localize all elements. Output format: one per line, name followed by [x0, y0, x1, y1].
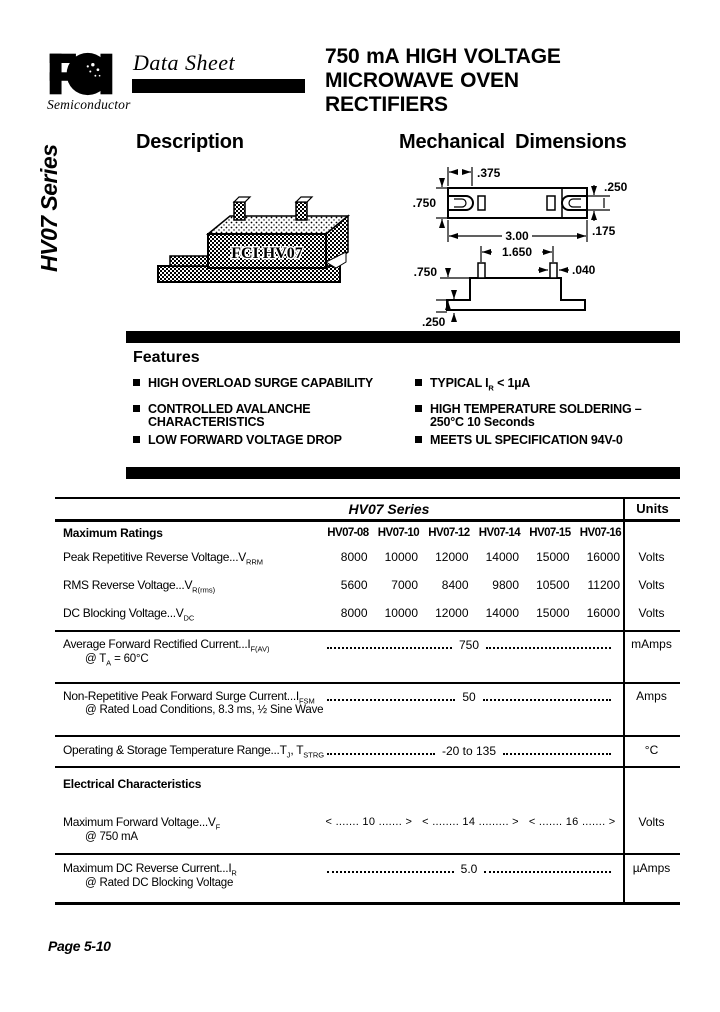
- dim-pin-width: .040: [572, 263, 596, 277]
- fci-logo-icon: [48, 50, 114, 98]
- unit-cell: °C: [644, 743, 659, 757]
- feature-item: [415, 377, 530, 395]
- feature-text: HIGH OVERLOAD SURGE CAPABILITY: [148, 376, 374, 390]
- dim-slot-height: .250: [604, 180, 628, 194]
- table-border-bottom: [55, 902, 680, 905]
- package-label: FCI HV07: [231, 245, 303, 262]
- row-label: Operating & Storage Temperature $Range...T_J$, $T_{STRG}$: [63, 743, 325, 760]
- bullet-square-icon: [415, 436, 422, 443]
- col-header: HV07-12: [428, 527, 470, 539]
- dim-top-width: .375: [477, 166, 501, 180]
- feature-item: [133, 403, 363, 429]
- col-header: HV07-10: [377, 527, 419, 539]
- series-vertical-label: HV07 Series: [36, 144, 62, 272]
- dim-pin-spacing: 1.650: [501, 245, 533, 259]
- bullet-square-icon: [415, 379, 422, 386]
- feature-text: MEETS UL SPECIFICATION 94V-0: [430, 433, 623, 447]
- title-line: MICROWAVE OVEN: [325, 69, 519, 92]
- row-label: Maximum Forward $Voltage...V_F$: [63, 815, 221, 832]
- bullet-square-icon: [133, 405, 140, 412]
- section-separator: [55, 766, 680, 768]
- feature-item: [415, 434, 623, 447]
- row-value: 5.0: [320, 862, 618, 876]
- row-value-ranges: < ....... 10 ....... > < ........ 14 ......... > < ....... 16 ....... >: [325, 816, 616, 828]
- row-values: 8000 10000 12000 14000 15000 16000: [340, 606, 620, 620]
- row-label: Average Forward Rectified $Current...I_{F(AV)}$: [63, 637, 270, 654]
- datasheet-bar: [132, 79, 305, 93]
- leader-line: [486, 641, 611, 650]
- unit-cell: mAmps: [631, 637, 672, 651]
- features-heading: Features: [133, 349, 200, 366]
- doc-title: [325, 45, 561, 117]
- features-divider-bottom: [126, 467, 680, 479]
- dim-side-height: .750: [413, 265, 437, 279]
- row-values: 5600 7000 8400 9800 10500 11200: [340, 578, 620, 592]
- unit-cell: Volts: [638, 606, 665, 620]
- feature-item: [133, 434, 342, 447]
- row-condition: @ $T_A = 60^\circ C$: [85, 653, 149, 668]
- leader-line: [503, 747, 611, 756]
- features-divider-top: [126, 331, 680, 343]
- leader-line: [327, 747, 435, 756]
- row-value: 50: [320, 690, 618, 704]
- dim-overall-length: 3.00: [505, 229, 529, 243]
- row-separator: [55, 630, 680, 632]
- units-header: Units: [636, 501, 669, 516]
- page-footer: Page 5-10: [48, 938, 111, 954]
- row-condition: @ 750 mA: [85, 831, 138, 843]
- feature-item: [415, 403, 642, 429]
- feature-text: LOW FORWARD VOLTAGE DROP: [148, 433, 342, 447]
- row-separator: [55, 853, 680, 855]
- row-value: 750: [320, 638, 618, 652]
- table-header-rule: [55, 519, 680, 522]
- part-number-columns: [320, 527, 623, 539]
- feature-text: TYPICAL $I_R < 1\mu A$: [430, 376, 531, 393]
- row-label: RMS Reverse $Voltage...V_{R(rms)}$: [63, 578, 216, 595]
- dim-base-height: .250: [422, 315, 446, 329]
- col-header: HV07-14: [478, 527, 520, 539]
- leader-line: [327, 693, 455, 702]
- title-line: 750 mA HIGH VOLTAGE: [325, 45, 561, 68]
- col-header: HV07-15: [529, 527, 571, 539]
- col-header: HV07-16: [579, 527, 621, 539]
- unit-cell: Amps: [636, 689, 667, 703]
- row-value: -20 to 135: [320, 744, 618, 758]
- bullet-square-icon: [415, 405, 422, 412]
- datasheet-label: Data Sheet: [133, 50, 236, 75]
- feature-text: HIGH TEMPERATURE SOLDERING – 250°C 10 Seconds: [430, 402, 642, 429]
- row-separator: [55, 735, 680, 737]
- row-condition: @ Rated DC Blocking Voltage: [85, 877, 234, 889]
- leader-line: [483, 693, 611, 702]
- leader-line: [327, 865, 454, 874]
- row-label: Non-Repetitive Peak Forward Surge $Current...I_{FSM}$: [63, 689, 315, 706]
- feature-text: CONTROLLED AVALANCHE CHARACTERISTICS: [148, 402, 311, 429]
- logo-subtitle: Semiconductor: [47, 97, 131, 112]
- specs-table: [55, 497, 680, 908]
- elec-characteristics-title: Electrical Characteristics: [63, 777, 202, 791]
- row-label: DC Blocking $Voltage...V_{DC}$: [63, 606, 195, 623]
- bullet-square-icon: [133, 436, 140, 443]
- title-line: RECTIFIERS: [325, 93, 448, 116]
- table-series-header: HV07 Series: [348, 501, 430, 517]
- leader-line: [484, 865, 611, 874]
- features-list: [133, 377, 681, 457]
- feature-item: [133, 377, 373, 390]
- unit-cell: µAmps: [632, 861, 671, 875]
- max-ratings-title: Maximum Ratings: [63, 526, 163, 540]
- leader-line: [327, 641, 452, 650]
- unit-cell: Volts: [638, 550, 665, 564]
- mechanical-heading: Mechanical Dimensions: [399, 131, 627, 153]
- package-illustration: [150, 196, 350, 288]
- row-label: Maximum DC Reverse $Current...I_R$: [63, 861, 237, 878]
- col-header: HV07-08: [327, 527, 369, 539]
- row-label: Peak Repetitive Reverse $Voltage...V_{RRM}$: [63, 550, 264, 567]
- unit-cell: Volts: [638, 578, 665, 592]
- table-border-top: [55, 497, 680, 499]
- row-condition: @ Rated Load Conditions, 8.3 ms, ½ Sine Wave: [85, 704, 324, 716]
- mechanical-drawing: [392, 162, 702, 332]
- row-values: 8000 10000 12000 14000 15000 16000: [340, 550, 620, 564]
- dim-top-height: .750: [412, 196, 436, 210]
- unit-cell: Volts: [638, 815, 665, 829]
- description-heading: Description: [136, 131, 244, 153]
- row-separator: [55, 682, 680, 684]
- dim-offset: .175: [592, 224, 616, 238]
- bullet-square-icon: [133, 379, 140, 386]
